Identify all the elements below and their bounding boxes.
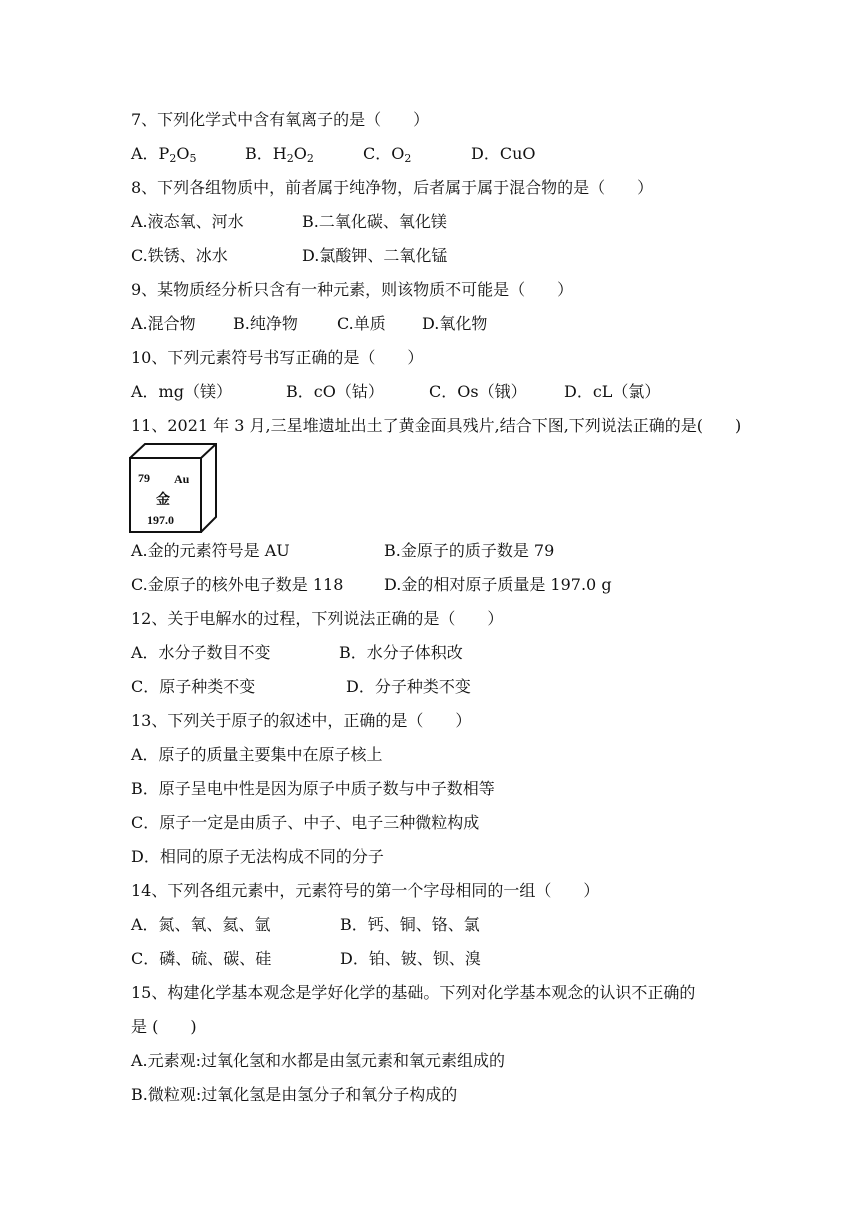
q8-option-c: C.铁锈、冰水	[131, 246, 228, 265]
q15-option-b: B.微粒观:过氧化氢是由氢分子和氧分子构成的	[131, 1085, 458, 1104]
q8-stem: 8、下列各组物质中，前者属于纯净物，后者属于属于混合物的是（ ）	[131, 178, 654, 197]
q9-option-a: A.混合物	[131, 314, 196, 333]
q14-option-b: B．钙、铜、铬、氯	[340, 915, 480, 934]
q9-option-d: D.氧化物	[422, 314, 488, 333]
q13-stem: 13、下列关于原子的叙述中，正确的是（ ）	[131, 711, 472, 730]
q13-option-b: B．原子呈电中性是因为原子中质子数与中子数相等	[131, 779, 495, 798]
q7-option-b: B．$H_2O_2$	[245, 144, 314, 165]
q12-option-d: D．分子种类不变	[346, 677, 471, 696]
q8-option-d: D.氯酸钾、二氧化锰	[302, 246, 448, 265]
q13-option-a: A．原子的质量主要集中在原子核上	[131, 745, 383, 764]
q12-stem: 12、关于电解水的过程，下列说法正确的是（ ）	[131, 609, 504, 628]
q12-option-c: C．原子种类不变	[131, 677, 256, 696]
q15-stem-line2: 是 ( )	[131, 1017, 197, 1036]
q9-stem: 9、某物质经分析只含有一种元素，则该物质不可能是（ ）	[131, 280, 574, 299]
q13-option-d: D．相同的原子无法构成不同的分子	[131, 847, 384, 866]
q12-option-a: A．水分子数目不变	[131, 643, 271, 662]
q14-stem: 14、下列各组元素中，元素符号的第一个字母相同的一组（ ）	[131, 881, 600, 900]
q11-option-d: D.金的相对原子质量是 197.0 g	[384, 575, 612, 594]
q10-option-a: A．mg（镁）	[131, 382, 232, 401]
q12-option-b: B．水分子体积改	[339, 643, 463, 662]
q14-option-c: C．磷、硫、碳、硅	[131, 949, 272, 968]
q7-option-a: A．$P_2O_5$	[131, 144, 197, 165]
atomic-number: 79	[138, 471, 150, 485]
q7-option-c: C．$O_2$	[363, 144, 412, 165]
q14-option-d: D．铂、铍、钡、溴	[340, 949, 481, 968]
q11-stem: 11、2021 年 3 月,三星堆遗址出土了黄金面具残片,结合下图,下列说法正确的是( )	[131, 416, 742, 435]
q14-option-a: A．氮、氧、氦、氩	[131, 915, 271, 934]
q11-option-b: B.金原子的质子数是 79	[384, 541, 555, 560]
q9-option-c: C.单质	[337, 314, 386, 333]
atomic-mass: 197.0	[147, 513, 174, 527]
q11-option-a: A.金的元素符号是 AU	[131, 541, 290, 560]
gold-element-card	[129, 443, 217, 533]
q7-stem: 7、下列化学式中含有氧离子的是（ ）	[131, 110, 430, 129]
q15-stem-line1: 15、构建化学基本观念是学好化学的基础。下列对化学基本观念的认识不正确的	[131, 983, 696, 1002]
q10-option-d: D．cL（氯）	[564, 382, 661, 401]
q8-option-b: B.二氧化碳、氧化镁	[302, 212, 447, 231]
q13-option-c: C．原子一定是由质子、中子、电子三种微粒构成	[131, 813, 480, 832]
q10-stem: 10、下列元素符号书写正确的是（ ）	[131, 348, 424, 367]
q11-option-c: C.金原子的核外电子数是 118	[131, 575, 344, 594]
q10-option-b: B．cO（钴）	[286, 382, 384, 401]
q10-option-c: C．Os（锇）	[429, 382, 527, 401]
q9-option-b: B.纯净物	[233, 314, 298, 333]
q7-option-d: D．CuO	[471, 144, 536, 163]
q15-option-a: A.元素观:过氧化氢和水都是由氢元素和氧元素组成的	[131, 1051, 506, 1070]
element-symbol: Au	[174, 472, 190, 486]
q8-option-a: A.液态氧、河水	[131, 212, 244, 231]
element-name: 金	[156, 493, 170, 508]
